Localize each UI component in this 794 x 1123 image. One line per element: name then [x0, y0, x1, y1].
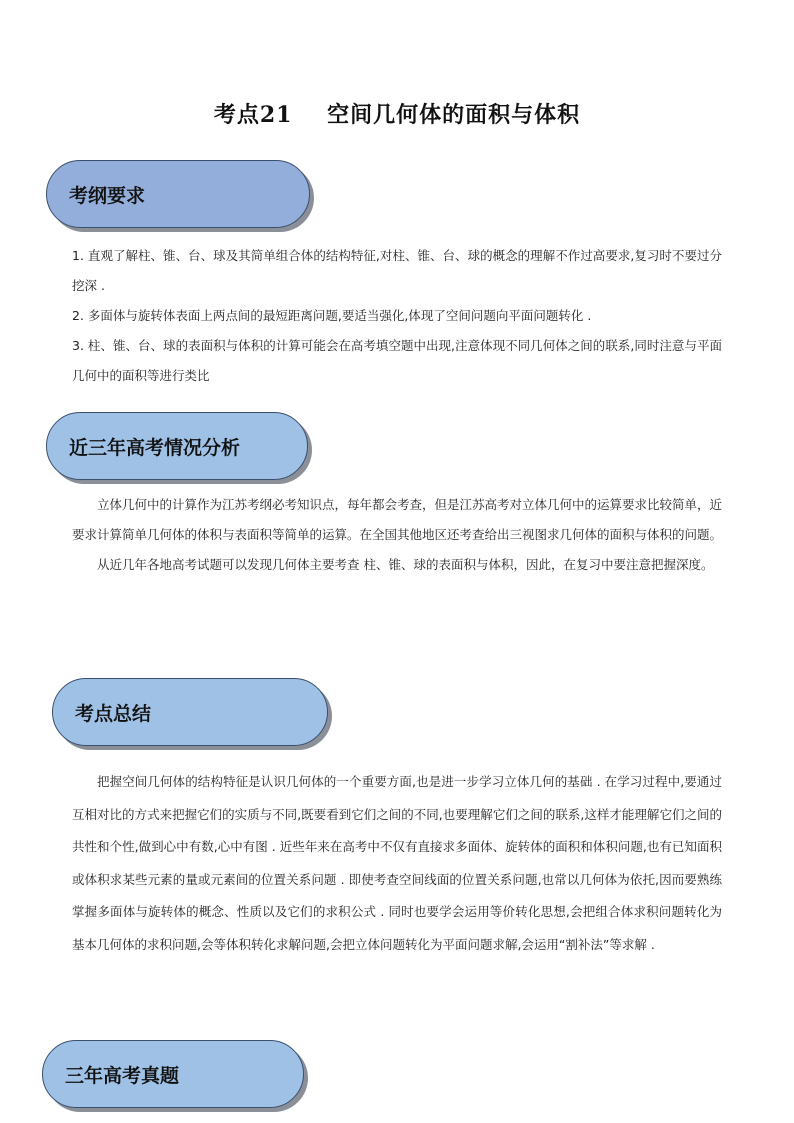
list-item: 3. 柱、锥、台、球的表面积与体积的计算可能会在高考填空题中出现,注意体现不同几何体之间的联系,同时注意与平面几何中的面积等进行类比	[72, 338, 722, 383]
syllabus-list	[72, 241, 722, 391]
section-heading-exam-questions	[42, 1040, 304, 1108]
analysis-body	[72, 490, 722, 580]
paragraph: 从近几年各地高考试题可以发现几何体主要考查 柱、锥、球的表面积与体积，因此，在复习中要注意把握深度。	[97, 557, 714, 572]
section-heading-label: 考纲要求	[69, 184, 146, 207]
summary-body	[72, 766, 722, 961]
section-heading-summary	[52, 678, 328, 746]
list-item: 2. 多面体与旋转体表面上两点间的最短距离问题,要适当强化,体现了空间问题向平面问题转化 .	[72, 308, 592, 323]
section-heading-label: 近三年高考情况分析	[69, 436, 241, 459]
section-heading-analysis	[46, 412, 308, 480]
section-heading-syllabus	[46, 160, 310, 228]
section-heading-label: 三年高考真题	[65, 1064, 180, 1087]
paragraph: 立体几何中的计算作为江苏考纲必考知识点，每年都会考查，但是江苏高考对立体几何中的运算要求比较简单，近要求计算简单几何体的体积与表面积等简单的运算。在全国其他地区还考查给出三视图求几何体的面积与体积的问题。	[72, 497, 723, 542]
list-item: 1. 直观了解柱、锥、台、球及其简单组合体的结构特征,对柱、锥、台、球的概念的理解不作过高要求,复习时不要过分挖深 .	[72, 248, 722, 293]
section-heading-label: 考点总结	[75, 702, 152, 725]
page-title: 考点21 空间几何体的面积与体积	[213, 102, 581, 128]
paragraph: 把握空间几何体的结构特征是认识几何体的一个重要方面,也是进一步学习立体几何的基础 . 在学习过程中,要通过互相对比的方式来把握它们的实质与不同,既要看到它们之间的不同,也要理解它们之间的联系,这样才能理解它们之间的共性和个性,做到心中有数,心中有图 . 近些年来在高考中不仅有直接求多面体、旋转体的面积和体积问题,也有已知面积或体积求某些元素的量或元素间的位置关系问题 . 即使考查空间线面的位置关系问题,也常以几何体为依托,因而要熟练掌握多面体与旋转体的概念、性质以及它们的求积公式 . 同时也要学会运用等价转化思想,会把组合体求积问题转化为基本几何体的求积问题,会等体积转化求解问题,会把立体问题转化为平面问题求解,会运用“割补法”等求解 .	[72, 774, 722, 952]
